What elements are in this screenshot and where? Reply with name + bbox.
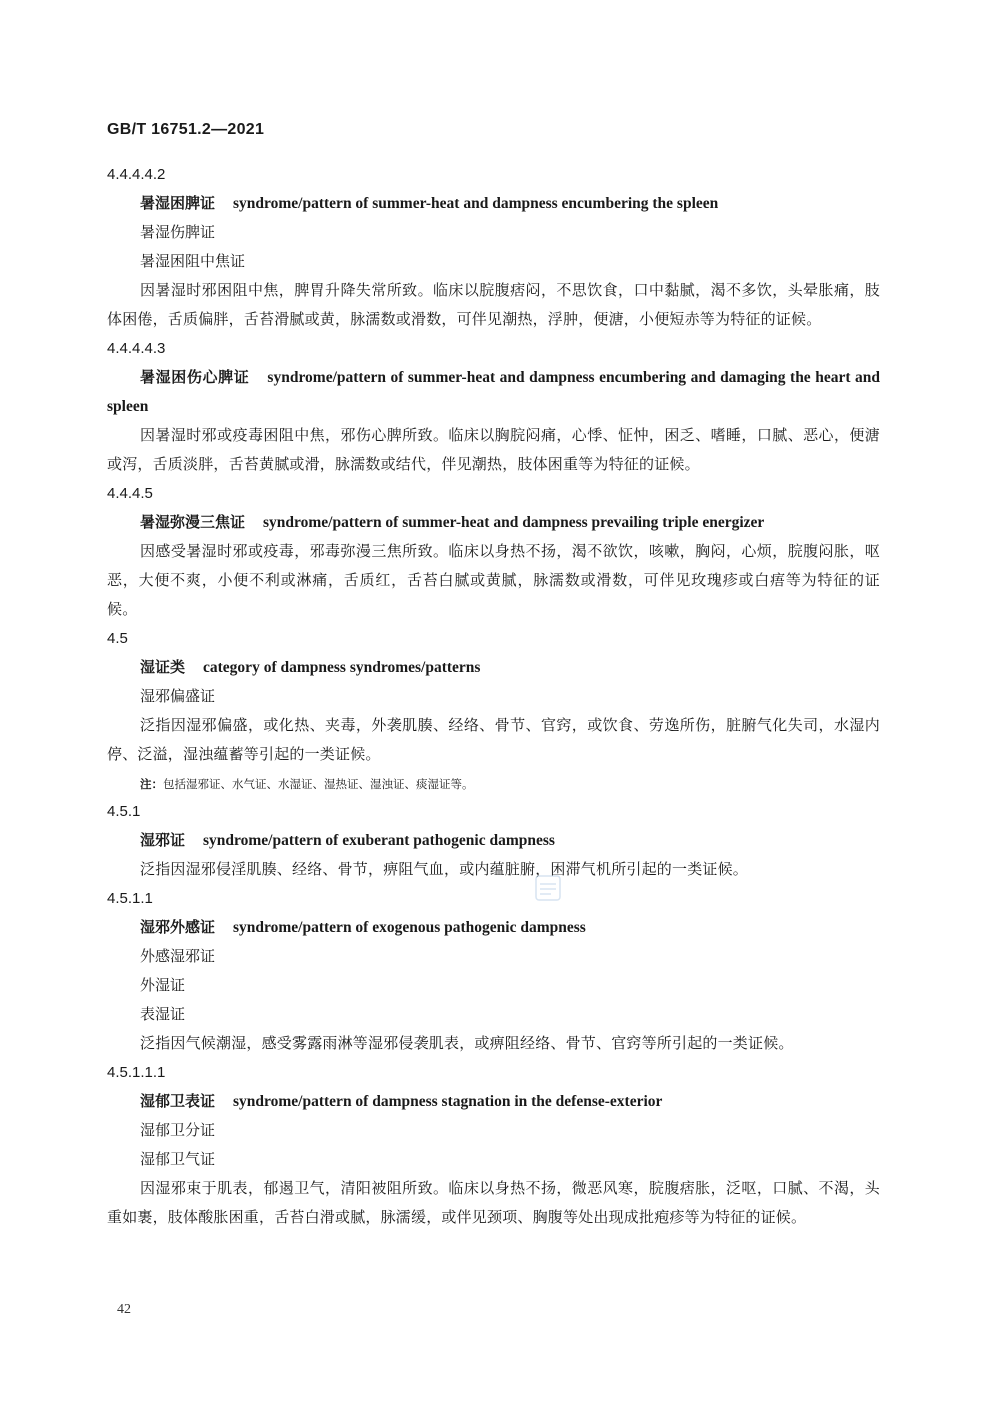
clause-number: 4.5.1.1	[107, 890, 153, 907]
clause-number: 4.4.4.4.3	[107, 340, 166, 357]
synonym: 外感湿邪证	[140, 947, 216, 965]
clause-number: 4.4.4.4.2	[107, 166, 166, 183]
definition: 泛指因湿邪偏盛，或化热、夹毒，外袭肌腠、经络、骨节、官窍，或饮食、劳逸所伤，脏腑气化失司，水湿内停、泛溢，湿浊蕴蓄等引起的一类证候。	[107, 716, 880, 763]
term-heading	[107, 826, 880, 855]
term-en: syndrome/pattern of exuberant pathogenic dampness	[203, 832, 555, 849]
term-heading	[107, 653, 880, 682]
term-zh: 暑湿困伤心脾证	[140, 368, 250, 386]
synonym: 暑湿伤脾证	[140, 223, 216, 241]
standard-code: GB/T 16751.2—2021	[107, 121, 265, 138]
definition: 泛指因湿邪侵淫肌腠、经络、骨节，痹阻气血，或内蕴脏腑，困滞气机所引起的一类证候。	[140, 860, 749, 878]
definition: 因暑湿时邪困阻中焦，脾胃升降失常所致。临床以脘腹痞闷，不思饮食，口中黏腻，渴不多饮，头晕胀痛，肢体困倦，舌质偏胖，舌苔滑腻或黄，脉濡数或滑数，可伴见潮热，浮肿，便溏，小便短赤等为特征的证候。	[107, 281, 880, 328]
page-number: 42	[117, 1302, 131, 1317]
note	[107, 771, 880, 797]
term-zh: 湿邪证	[140, 831, 186, 849]
term-heading	[107, 189, 880, 218]
term-en: syndrome/pattern of dampness stagnation in the defense-exterior	[233, 1093, 663, 1110]
clause-number: 4.5.1	[107, 803, 141, 820]
clause-number: 4.5.1.1.1	[107, 1064, 166, 1081]
synonym: 外湿证	[140, 976, 186, 994]
synonym: 表湿证	[140, 1005, 186, 1023]
term-en: category of dampness syndromes/patterns	[203, 659, 481, 676]
term-zh: 暑湿困脾证	[140, 194, 216, 212]
term-heading	[107, 1087, 880, 1116]
term-en: syndrome/pattern of summer-heat and dampness encumbering the spleen	[233, 195, 719, 212]
definition: 因湿邪束于肌表，郁遏卫气，清阳被阻所致。临床以身热不扬，微恶风寒，脘腹痞胀，泛呕，口腻、不渴，头重如裹，肢体酸胀困重，舌苔白滑或腻，脉濡缓，或伴见颈项、胸腹等处出现成批疱疹等为特征的证候。	[107, 1179, 880, 1226]
synonym: 暑湿困阻中焦证	[140, 252, 246, 270]
term-heading	[107, 363, 880, 421]
term-zh: 湿郁卫表证	[140, 1092, 216, 1110]
term-heading	[107, 913, 880, 942]
note-text: 包括湿邪证、水气证、水湿证、湿热证、湿浊证、痰湿证等。	[163, 777, 474, 791]
term-zh: 湿邪外感证	[140, 918, 216, 936]
term-en: syndrome/pattern of summer-heat and dampness prevailing triple energizer	[263, 514, 765, 531]
clause-number: 4.4.4.5	[107, 485, 153, 502]
definition: 泛指因气候潮湿，感受雾露雨淋等湿邪侵袭肌表，或痹阻经络、骨节、官窍等所引起的一类证候。	[140, 1034, 794, 1052]
term-zh: 暑湿弥漫三焦证	[140, 513, 246, 531]
watermark-icon	[533, 873, 563, 903]
synonym: 湿郁卫分证	[140, 1121, 216, 1139]
clause-number: 4.5	[107, 630, 128, 647]
synonym: 湿邪偏盛证	[140, 687, 216, 705]
term-zh: 湿证类	[140, 658, 186, 676]
term-en: syndrome/pattern of summer-heat and dampness encumbering and damaging the heart and spleen	[107, 369, 880, 415]
definition: 因感受暑湿时邪或疫毒，邪毒弥漫三焦所致。临床以身热不扬，渴不欲饮，咳嗽，胸闷，心烦，脘腹闷胀，呕恶，大便不爽，小便不利或淋痛，舌质红，舌苔白腻或黄腻，脉濡数或滑数，可伴见玫瑰疹或白痦等为特征的证候。	[107, 542, 880, 618]
term-en: syndrome/pattern of exogenous pathogenic dampness	[233, 919, 586, 936]
main-content	[107, 160, 880, 1232]
synonym: 湿郁卫气证	[140, 1150, 216, 1168]
definition: 因暑湿时邪或疫毒困阻中焦，邪伤心脾所致。临床以胸脘闷痛，心悸、怔忡，困乏、嗜睡，口腻、恶心，便溏或泻，舌质淡胖，舌苔黄腻或滑，脉濡数或结代，伴见潮热，肢体困重等为特征的证候。	[107, 426, 880, 473]
term-heading	[107, 508, 880, 537]
note-label: 注：	[140, 777, 163, 791]
